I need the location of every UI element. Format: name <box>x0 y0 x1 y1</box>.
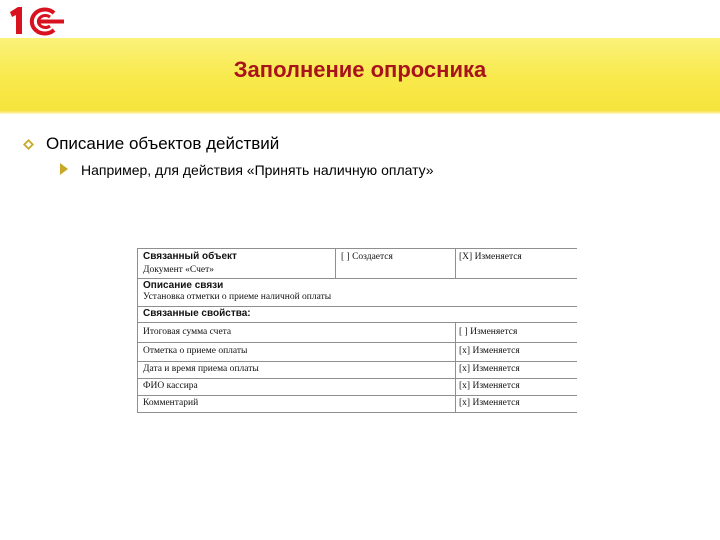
property-name: Итоговая сумма счета <box>143 327 232 337</box>
property-name: ФИО кассира <box>143 381 198 391</box>
1c-logo <box>6 4 66 38</box>
linked-object-value: Документ «Счет» <box>143 265 215 275</box>
created-checkbox[interactable]: [ ] Создается <box>341 252 393 262</box>
link-description-value: Установка отметки о приеме наличной оплаты <box>143 292 332 302</box>
property-status-checkbox[interactable]: [x] Изменяется <box>459 398 520 408</box>
linked-properties-header: Связанные свойства: <box>143 308 251 319</box>
diamond-bullet-icon <box>23 139 34 150</box>
property-status-checkbox[interactable]: [x] Изменяется <box>459 381 520 391</box>
triangle-bullet-icon <box>60 163 68 175</box>
slide-title: Заполнение опросника <box>233 57 487 82</box>
property-status-checkbox[interactable]: [x] Изменяется <box>459 346 520 356</box>
changed-checkbox[interactable]: [X] Изменяется <box>459 252 522 262</box>
property-name: Комментарий <box>143 398 199 408</box>
property-name: Дата и время приема оплаты <box>143 364 259 374</box>
property-name: Отметка о приеме оплаты <box>143 346 248 356</box>
property-status-checkbox[interactable]: [x] Изменяется <box>459 364 520 374</box>
property-status-checkbox[interactable]: [ ] Изменяется <box>459 327 518 337</box>
bullet-level1: Описание объектов действий <box>46 134 280 153</box>
bullet-level2: Например, для действия «Принять наличную оплату» <box>81 162 434 178</box>
linked-object-header: Связанный объект <box>143 251 237 262</box>
link-description-header: Описание связи <box>143 280 224 291</box>
questionnaire-form <box>137 248 577 418</box>
